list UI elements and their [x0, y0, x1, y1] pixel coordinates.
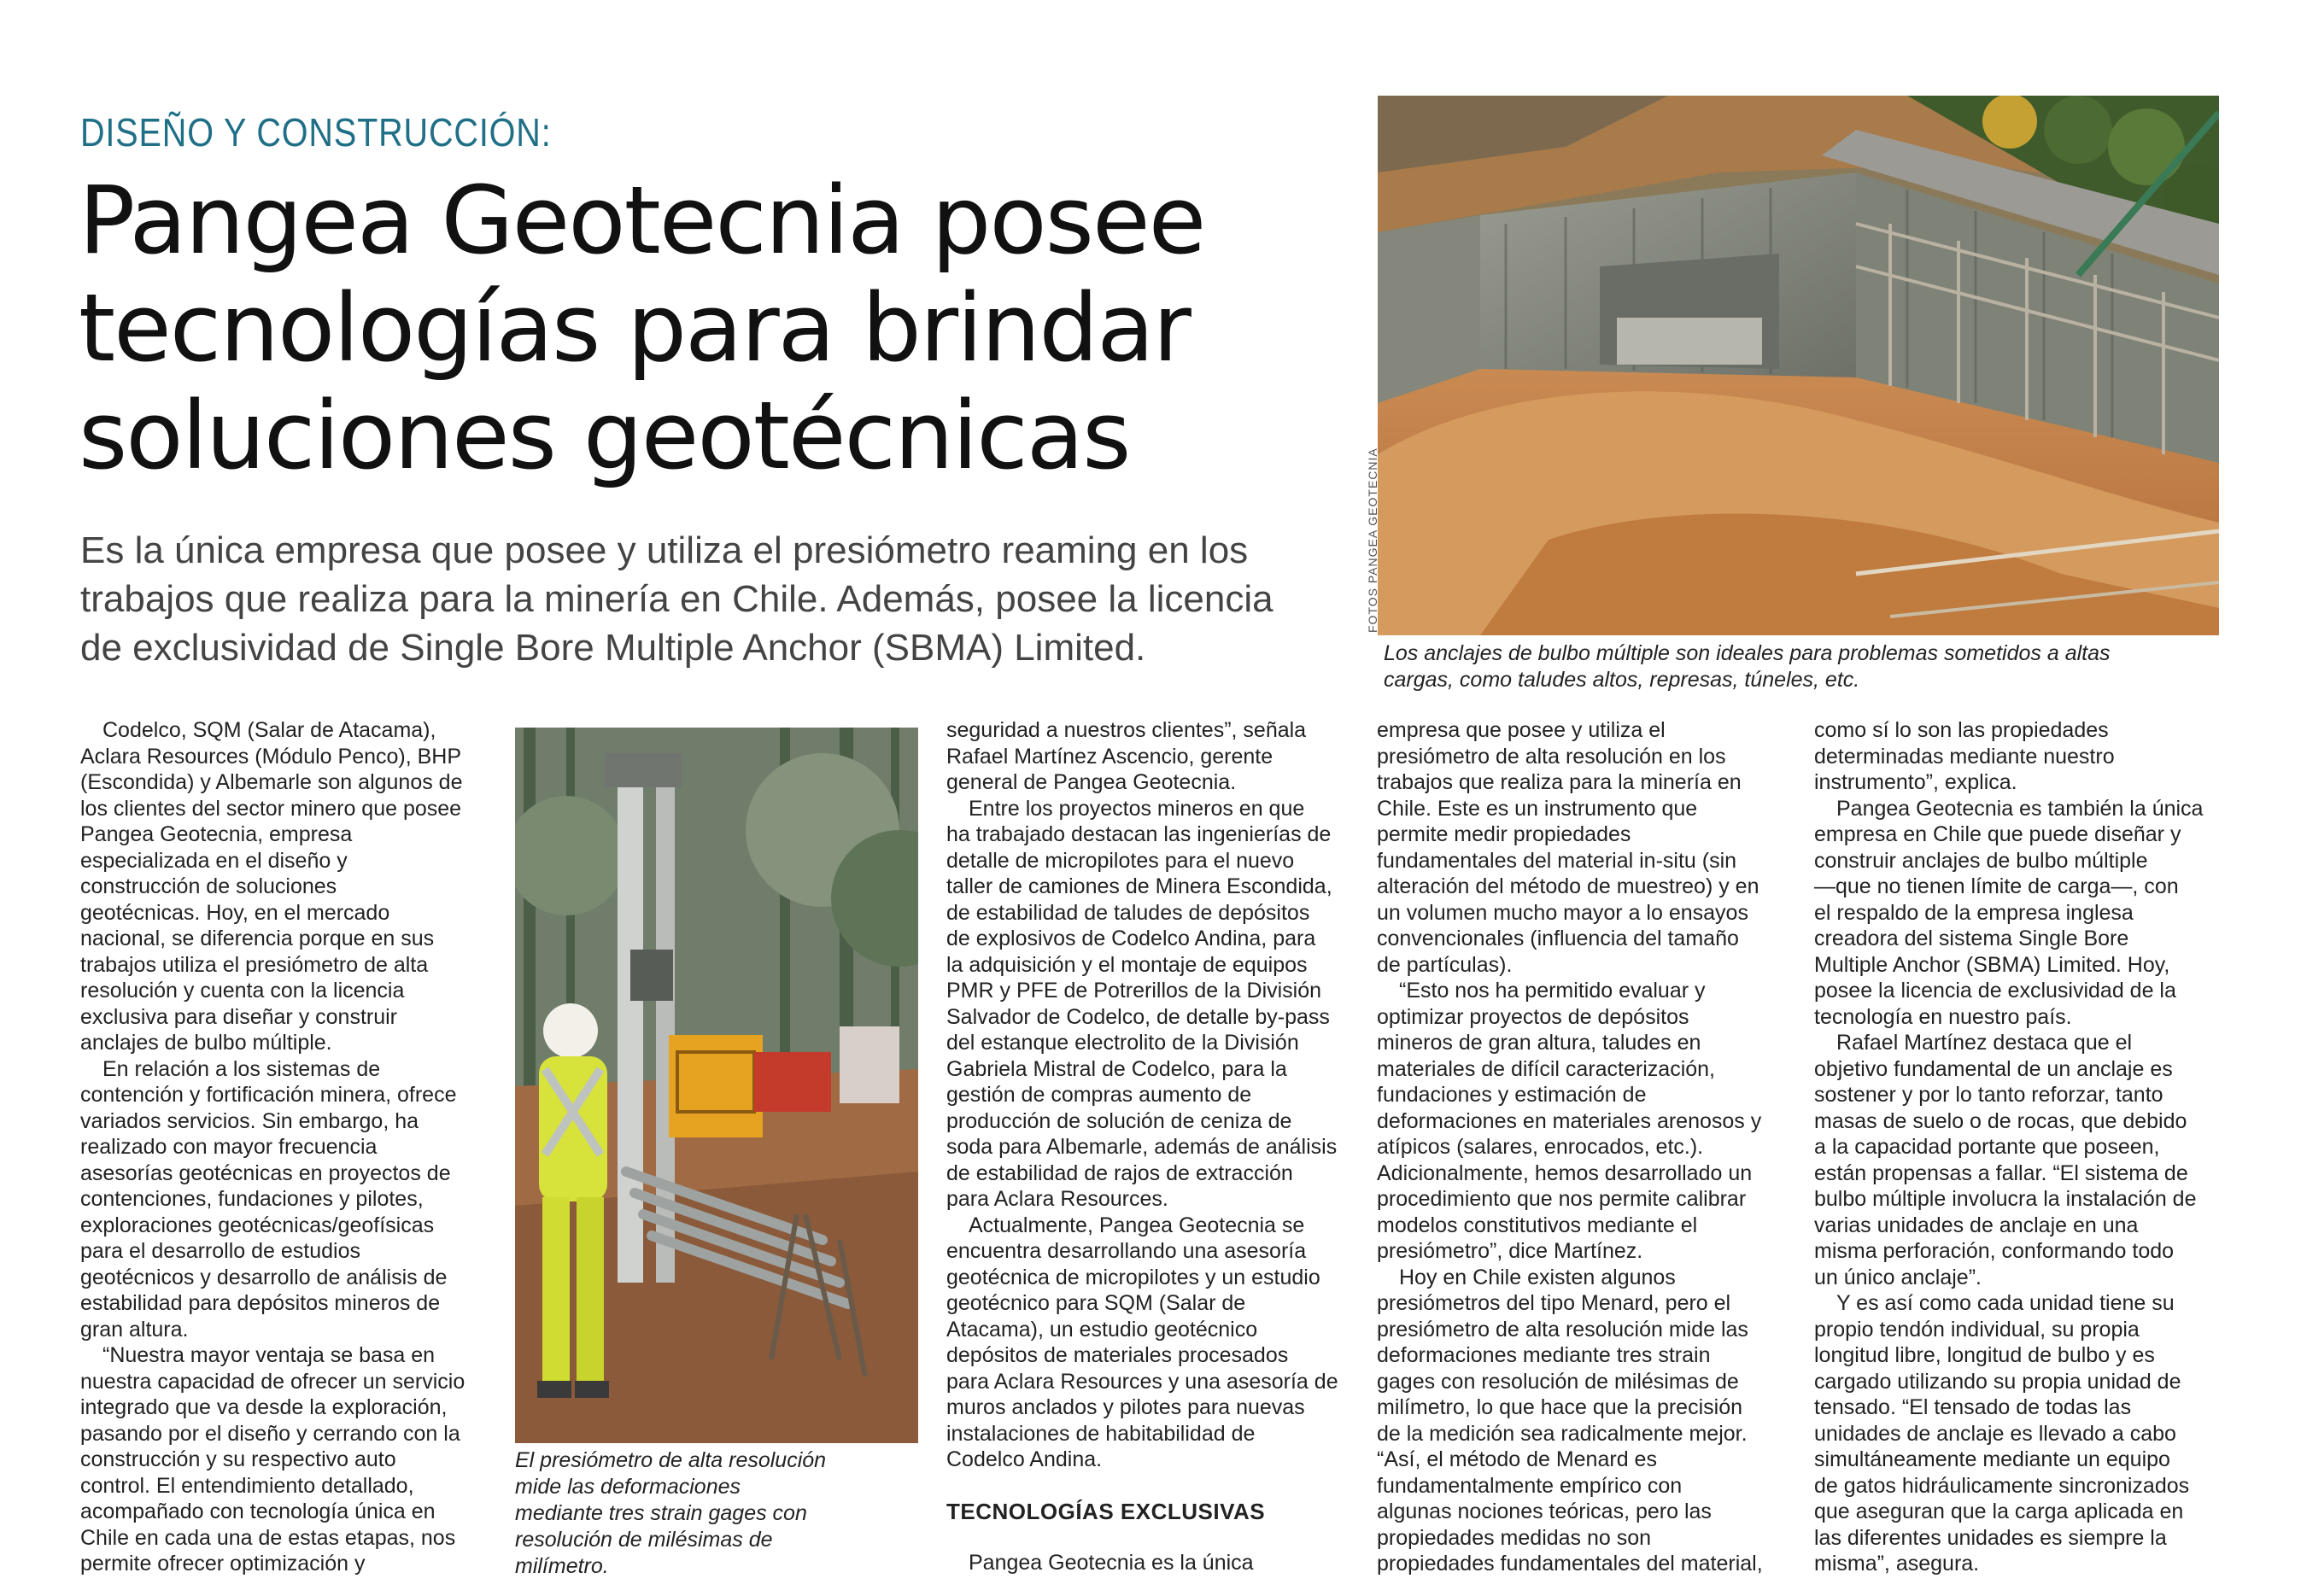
text-line: Chile en cada una de estas etapas, nos: [80, 1525, 456, 1550]
text-line: de estabilidad de rajos de extracción: [946, 1160, 1293, 1185]
headline-line: Pangea Geotecnia posee: [79, 166, 1205, 275]
text-line: para el desarrollo de estudios: [80, 1239, 360, 1263]
text-line: Atacama), un estudio geotécnico: [946, 1317, 1258, 1342]
text-line: posee la licencia de exclusividad de la: [1814, 979, 2176, 1003]
photo-credit: FOTOS PANGEA GEOTECNIA: [1366, 447, 1379, 633]
text-line: trabajos utiliza el presiómetro de alta: [80, 952, 429, 977]
text-line: trabajos que realiza para la minería en: [1377, 770, 1742, 794]
text-line: Rafael Martínez Ascencio, gerente: [946, 744, 1273, 769]
caption-line: milímetro.: [515, 1554, 609, 1578]
text-line: realizado con mayor frecuencia: [80, 1135, 378, 1159]
text-line: Salvador de Codelco, de detalle by-pass: [946, 1004, 1330, 1029]
text-line: variados servicios. Sin embargo, ha: [80, 1108, 419, 1133]
text-line: nuestra capacidad de ofrecer un servicio: [80, 1369, 465, 1394]
text-line: permite ofrecer optimización y: [80, 1552, 366, 1576]
text-line: gestión de compras aumento de: [946, 1083, 1252, 1107]
caption-line: cargas, como taludes altos, represas, túneles, etc.: [1384, 668, 1860, 692]
text-line: Pangea Geotecnia es la única: [969, 1551, 1254, 1575]
text-line: geotécnica de micropilotes y un estudio: [946, 1265, 1320, 1289]
drilling-photo-caption: [515, 1447, 925, 1580]
text-line: geotécnico para SQM (Salar de: [946, 1291, 1246, 1315]
text-line: algunas nociones teóricas, pero las: [1377, 1500, 1712, 1523]
caption-line: resolución de milésimas de: [515, 1528, 773, 1552]
text-line: presiómetro de alta resolución en los: [1377, 744, 1726, 769]
text-line: detalle de micropilotes para el nuevo: [946, 848, 1295, 873]
text-line: encuentra desarrollando una asesoría: [946, 1239, 1307, 1263]
text-line: ha trabajado destacan las ingenierías de: [946, 822, 1332, 846]
text-line: taller de camiones de Minera Escondida,: [946, 874, 1332, 898]
text-line: Codelco Andina.: [946, 1447, 1103, 1471]
body-column-3-continued: [946, 1550, 1365, 1576]
text-line: propiedades fundamentales del material,: [1377, 1552, 1763, 1576]
text-line: misma perforación, conformando todo: [1814, 1239, 2175, 1263]
drilling-rig-photo: [515, 728, 918, 1443]
text-line: Chile. Este es un instrumento que: [1377, 796, 1698, 821]
text-line: de la medición sea radicalmente mejor.: [1377, 1421, 1748, 1446]
text-line: Pangea Geotecnia, empresa: [80, 822, 353, 846]
text-line: empresa en Chile que puede diseñar y: [1814, 822, 2181, 846]
text-line: contención y fortificación minera, ofrece: [80, 1083, 457, 1107]
text-line: optimizar proyectos de depósitos: [1377, 1004, 1689, 1029]
text-line: “Esto nos ha permitido evaluar y: [1399, 979, 1706, 1003]
text-line: instrumento”, explica.: [1814, 770, 2017, 794]
text-line: del estanque electrolito de la División: [946, 1031, 1299, 1055]
text-line: nacional, se diferencia porque en sus: [80, 927, 435, 950]
subhead-line: Es la única empresa que posee y utiliza el presiómetro reaming en los: [80, 529, 1249, 571]
text-line: general de Pangea Geotecnia.: [946, 770, 1237, 794]
caption-line: mide las deformaciones: [515, 1475, 741, 1499]
text-line: Hoy en Chile existen algunos: [1399, 1265, 1676, 1289]
text-line: presiómetros del tipo Menard, pero el: [1377, 1291, 1731, 1315]
text-line: construcción de soluciones: [80, 874, 337, 898]
text-line: Adicionalmente, hemos desarrollado un: [1377, 1160, 1753, 1185]
excavation-photo-caption: [1384, 640, 2221, 693]
text-line: de estabilidad de taludes de depósitos: [946, 900, 1310, 925]
text-line: fundamentales del material in-situ (sin: [1377, 848, 1737, 873]
body-column-5: [1814, 717, 2241, 1577]
text-line: muros anclados y pilotes para nuevas: [946, 1395, 1305, 1419]
text-line: resolución y cuenta con la licencia: [80, 979, 405, 1003]
text-line: a la capacidad portante que poseen,: [1814, 1135, 2160, 1159]
article-headline: [79, 167, 1317, 489]
text-line: construcción y su respectivo auto: [80, 1447, 396, 1471]
text-line: presiómetro”, dice Martínez.: [1377, 1239, 1643, 1263]
body-column-4: [1377, 717, 1804, 1577]
text-line: materiales de difícil caracterización,: [1377, 1056, 1715, 1081]
text-line: fundaciones y estimación de: [1377, 1083, 1647, 1107]
text-line: determinadas mediante nuestro: [1814, 744, 2115, 769]
text-line: un volumen mucho mayor a lo ensayos: [1377, 900, 1748, 925]
text-line: bulbo múltiple involucra la instalación de: [1814, 1187, 2197, 1211]
text-line: propiedades medidas no son: [1377, 1525, 1652, 1550]
text-line: de explosivos de Codelco Andina, para: [946, 927, 1316, 950]
text-line: deformaciones mediante tres strain: [1377, 1343, 1711, 1367]
headline-line: tecnologías para brindar: [79, 273, 1190, 383]
text-line: modelos constitutivos mediante el: [1377, 1213, 1698, 1237]
text-line: Multiple Anchor (SBMA) Limited. Hoy,: [1814, 952, 2170, 977]
body-column-3: [946, 717, 1365, 1473]
text-line: deformaciones en materiales arenosos y: [1377, 1108, 1762, 1133]
text-line: gages con resolución de milésimas de: [1377, 1369, 1739, 1394]
headline-line: soluciones geotécnicas: [79, 381, 1130, 490]
text-line: integrado que va desde la exploración,: [80, 1395, 448, 1419]
text-line: están propensas a fallar. “El sistema de: [1814, 1160, 2188, 1185]
text-line: asesorías geotécnicas en proyectos de: [80, 1160, 451, 1185]
text-line: acompañado con tecnología única en: [80, 1500, 436, 1523]
text-line: longitud libre, longitud de bulbo y es: [1814, 1343, 2155, 1367]
text-line: Actualmente, Pangea Geotecnia se: [969, 1213, 1305, 1237]
text-line: la adquisición y el montaje de equipos: [946, 952, 1308, 977]
text-line: los clientes del sector minero que posee: [80, 796, 462, 821]
text-line: pasando por el diseño y cerrando con la: [80, 1421, 460, 1446]
text-line: exploraciones geotécnicas/geofísicas: [80, 1213, 435, 1237]
text-line: alteración del método de muestreo) y en: [1377, 874, 1759, 898]
text-line: gran altura.: [80, 1317, 189, 1342]
text-line: Rafael Martínez destaca que el: [1836, 1031, 2133, 1055]
text-line: presiómetro de alta resolución mide las: [1377, 1317, 1748, 1342]
text-line: las diferentes unidades es siempre la: [1814, 1525, 2167, 1550]
text-line: para Aclara Resources.: [946, 1187, 1168, 1211]
caption-line: mediante tres strain gages con: [515, 1501, 807, 1525]
text-line: contenciones, fundaciones y pilotes,: [80, 1187, 424, 1211]
text-line: producción de solución de ceniza de: [946, 1108, 1292, 1133]
text-line: tensado. “El tensado de todas las: [1814, 1395, 2132, 1419]
text-line: un único anclaje”.: [1814, 1265, 1982, 1289]
excavation-site-photo: [1378, 96, 2219, 635]
text-line: Entre los proyectos mineros en que: [969, 796, 1305, 821]
text-line: de gatos hidráulicamente sincronizados: [1814, 1473, 2190, 1498]
text-line: “Nuestra mayor ventaja se basa en: [102, 1343, 436, 1367]
text-line: fundamentalmente empírico con: [1377, 1473, 1683, 1498]
text-line: Y es así como cada unidad tiene su: [1836, 1291, 2175, 1315]
text-line: atípicos (salares, enrocados, etc.).: [1377, 1135, 1704, 1159]
text-line: —que no tienen límite de carga—, con: [1814, 874, 2179, 898]
text-line: unidades de anclaje es llevado a cabo: [1814, 1421, 2176, 1446]
text-line: para Aclara Resources y una asesoría de: [946, 1369, 1338, 1394]
text-line: simultáneamente mediante un equipo: [1814, 1447, 2170, 1471]
text-line: estabilidad para depósitos mineros de: [80, 1291, 441, 1315]
text-line: masas de suelo o de rocas, que debido: [1814, 1108, 2187, 1133]
text-line: “Así, el método de Menard es: [1377, 1447, 1657, 1471]
text-line: convencionales (influencia del tamaño: [1377, 927, 1739, 950]
text-line: creadora del sistema Single Bore: [1814, 927, 2129, 950]
text-line: Codelco, SQM (Salar de Atacama),: [102, 718, 436, 742]
text-line: empresa que posee y utiliza el: [1377, 718, 1666, 742]
text-line: varias unidades de anclaje en una: [1814, 1213, 2139, 1237]
article-subhead: [80, 526, 1361, 672]
caption-line: Los anclajes de bulbo múltiple son ideales para problemas sometidos a altas: [1384, 641, 2111, 665]
text-line: permite medir propiedades: [1377, 822, 1631, 846]
subhead-line: de exclusividad de Single Bore Multiple Anchor (SBMA) Limited.: [80, 627, 1146, 669]
text-line: depósitos de materiales procesados: [946, 1343, 1289, 1367]
text-line: propio tendón individual, su propia: [1814, 1317, 2140, 1342]
text-line: (Escondida) y Albemarle son algunos de: [80, 770, 463, 794]
section-heading: TECNOLOGÍAS EXCLUSIVAS: [946, 1499, 1266, 1524]
text-line: tecnología en nuestro país.: [1814, 1004, 2072, 1029]
text-line: misma”, asegura.: [1814, 1552, 1980, 1576]
caption-line: El presiómetro de alta resolución: [515, 1448, 827, 1472]
article-kicker: DISEÑO Y CONSTRUCCIÓN:: [80, 110, 552, 155]
subhead-line: trabajos que realiza para la minería en Chile. Además, posee la licencia: [80, 578, 1273, 620]
text-line: especializada en el diseño y: [80, 848, 348, 873]
body-column-1: [80, 717, 507, 1577]
text-line: construir anclajes de bulbo múltiple: [1814, 848, 2148, 873]
text-line: seguridad a nuestros clientes”, señala: [946, 718, 1307, 742]
text-line: objetivo fundamental de un anclaje es: [1814, 1056, 2173, 1081]
text-line: cargado utilizando su propia unidad de: [1814, 1369, 2181, 1394]
text-line: En relación a los sistemas de: [102, 1056, 381, 1081]
text-line: soda para Albemarle, además de análisis: [946, 1135, 1338, 1159]
text-line: de partículas).: [1377, 952, 1513, 977]
text-line: geotécnicas. Hoy, en el mercado: [80, 900, 390, 925]
text-line: anclajes de bulbo múltiple.: [80, 1031, 332, 1055]
text-line: que aseguran que la carga aplicada en: [1814, 1500, 2184, 1523]
text-line: Pangea Geotecnia es también la única: [1836, 796, 2204, 821]
text-line: exclusiva para diseñar y construir: [80, 1004, 397, 1029]
text-line: sostener y por lo tanto reforzar, tanto: [1814, 1083, 2163, 1107]
text-line: mineros de gran altura, taludes en: [1377, 1031, 1701, 1055]
text-line: geotécnicos y desarrollo de análisis de: [80, 1265, 448, 1289]
text-line: control. El entendimiento detallado,: [80, 1473, 414, 1498]
text-line: el respaldo de la empresa inglesa: [1814, 900, 2134, 925]
text-line: milímetro, lo que hace que la precisión: [1377, 1395, 1743, 1419]
text-line: instalaciones de habitabilidad de: [946, 1421, 1256, 1446]
text-line: PMR y PFE de Potrerillos de la División: [946, 979, 1322, 1003]
text-line: Gabriela Mistral de Codelco, para la: [946, 1056, 1287, 1081]
text-line: procedimiento que nos permite calibrar: [1377, 1187, 1747, 1211]
text-line: como sí lo son las propiedades: [1814, 718, 2109, 742]
text-line: Aclara Resources (Módulo Penco), BHP: [80, 744, 462, 769]
